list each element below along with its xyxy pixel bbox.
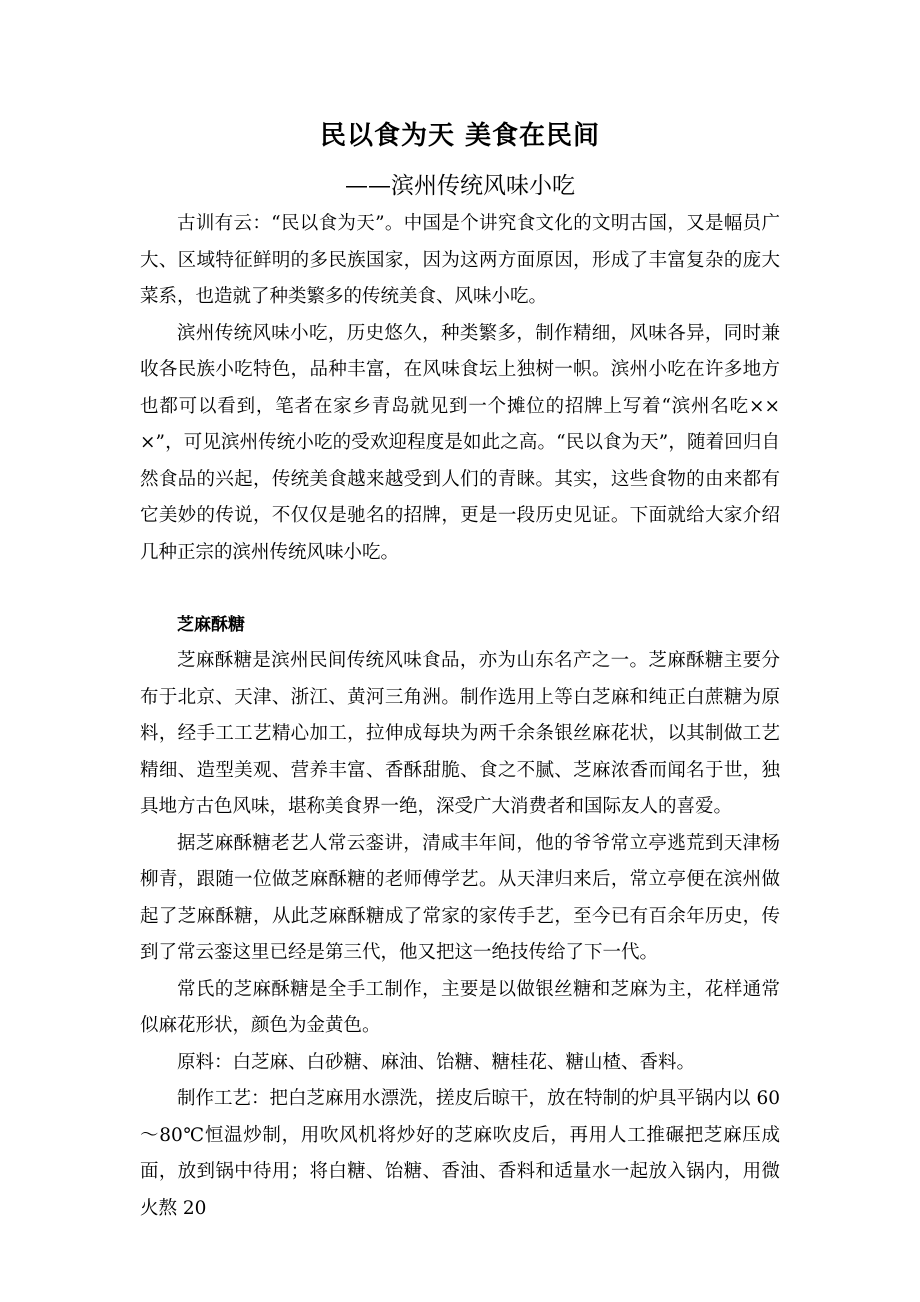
- document-subtitle: ——滨州传统风味小吃: [345, 173, 575, 199]
- section-paragraph: 常氏的芝麻酥糖是全手工制作，主要是以做银丝糖和芝麻为主，花样通常似麻花形状，颜色为金黄色。: [140, 978, 780, 1036]
- section-heading: 芝麻酥糖: [177, 615, 245, 635]
- section-paragraph: 据芝麻酥糖老艺人常云銮讲，清咸丰年间，他的爷爷常立亭逃荒到天津杨柳青，跟随一位做芝麻酥糖的老师傅学艺。从天津归来后，常立亭便在滨州做起了芝麻酥糖，从此芝麻酥糖成了常家的家传手艺，至今已有百余年历史，传到了常云銮这里已经是第三代，他又把这一绝技传给了下一代。: [140, 832, 780, 963]
- intro-paragraph: 滨州传统风味小吃，历史悠久，种类繁多，制作精细，风味各异，同时兼收各民族小吃特色，品种丰富，在风味食坛上独树一帜。滨州小吃在许多地方也都可以看到，笔者在家乡青岛就见到一个摊位的招牌上写着“滨州名吃×××”，可见滨州传统小吃的受欢迎程度是如此之高。“民以食为天”，随着回归自然食品的兴起，传统美食越来越受到人们的青睐。其实，这些食物的由来都有它美妙的传说，不仅仅是驰名的招牌，更是一段历史见证。下面就给大家介绍几种正宗的滨州传统风味小吃。: [140, 322, 780, 563]
- section-spacer: [140, 571, 780, 607]
- document-title: 民以食为天 美食在民间: [319, 121, 601, 151]
- section-paragraph: 芝麻酥糖是滨州民间传统风味食品，亦为山东名产之一。芝麻酥糖主要分布于北京、天津、浙江、黄河三角洲。制作选用上等白芝麻和纯正白蔗糖为原料，经手工工艺精心加工，拉伸成每块为两千余条银丝麻花状，以其制做工艺精细、造型美观、营养丰富、香酥甜脆、食之不腻、芝麻浓香而闻名于世，独具地方古色风味，堪称美食界一绝，深受广大消费者和国际友人的喜爱。: [140, 650, 780, 817]
- ingredients-paragraph: 原料：白芝麻、白砂糖、麻油、饴糖、糖桂花、糖山楂、香料。: [177, 1051, 696, 1073]
- intro-paragraph: 古训有云：“民以食为天”。中国是个讲究食文化的文明古国，又是幅员广大、区域特征鲜明的多民族国家，因为这两方面原因，形成了丰富复杂的庞大菜系，也造就了种类繁多的传统美食、风味小吃。: [140, 213, 780, 307]
- process-paragraph: 制作工艺：把白芝麻用水漂洗，搓皮后晾干，放在特制的炉具平锅内以 60～80℃恒温炒制，用吹风机将炒好的芝麻吹皮后，再用人工推碾把芝麻压成面，放到锅中待用；将白糖、饴糖、香油、香料和适量水一起放入锅内，用微火熬 20: [140, 1088, 780, 1219]
- document-body: [140, 206, 780, 1227]
